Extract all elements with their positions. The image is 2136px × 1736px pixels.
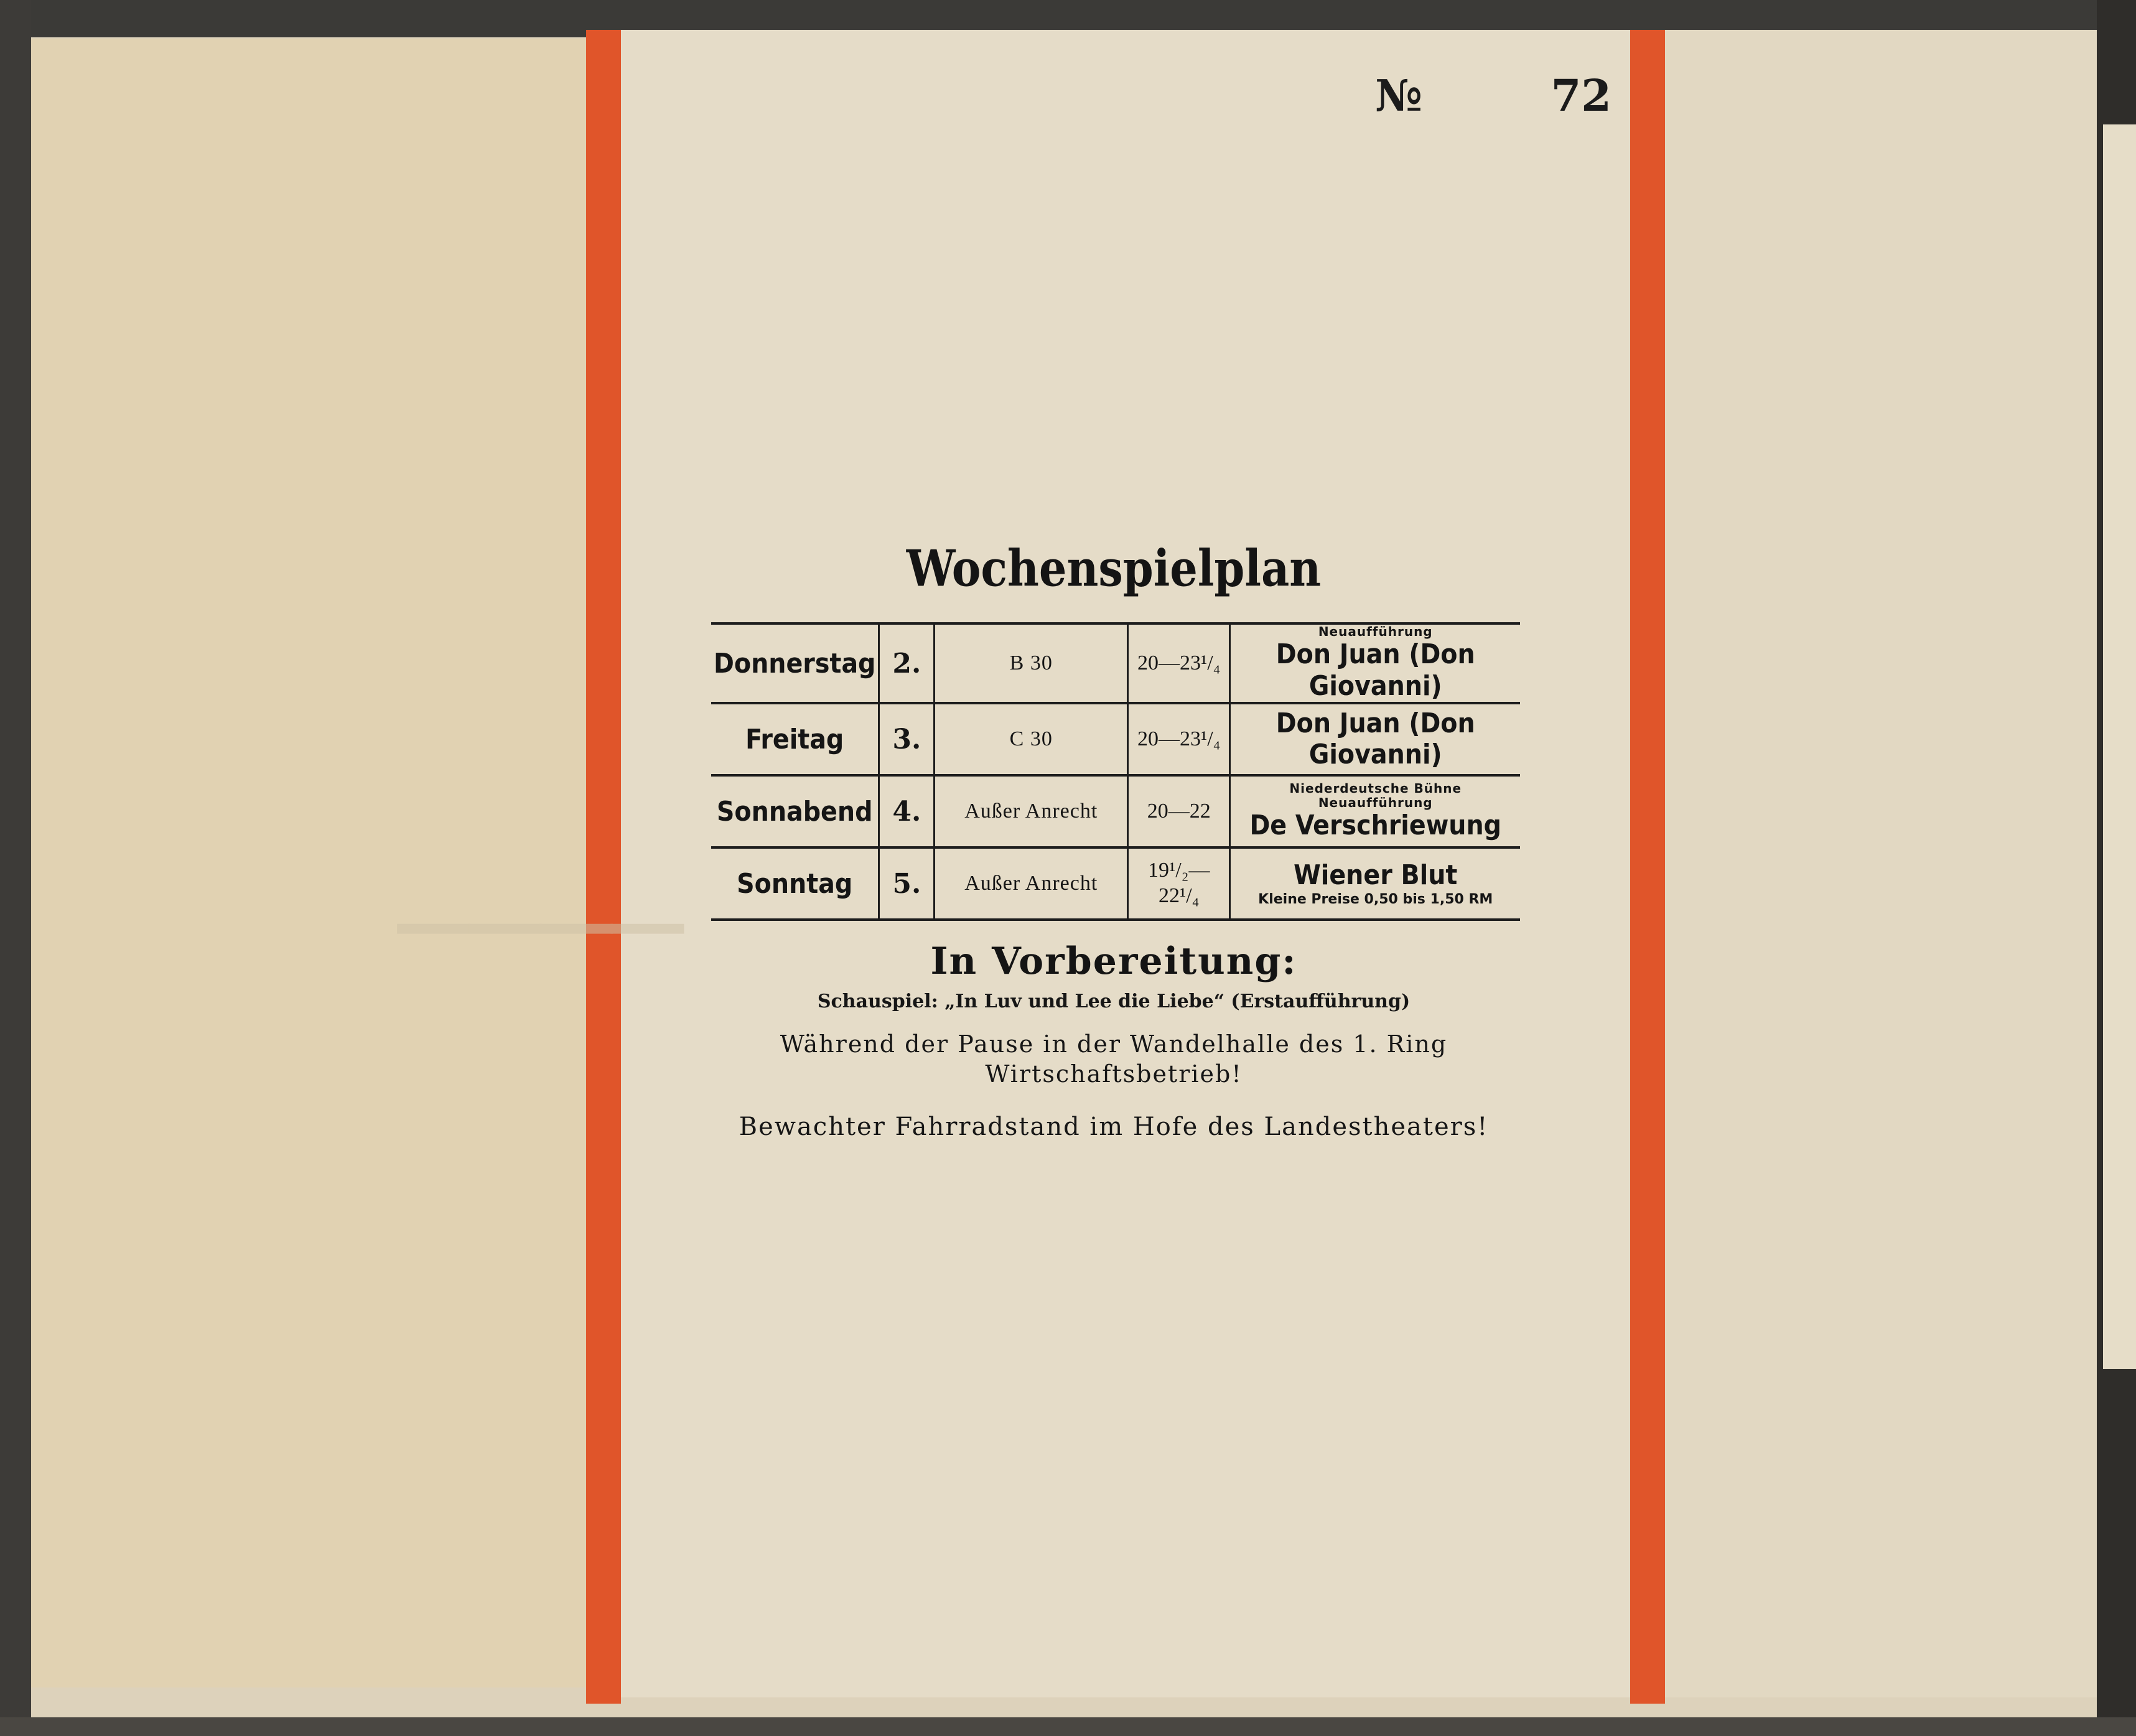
play-cell xyxy=(1230,623,1520,703)
subscription-cell: C 30 xyxy=(935,703,1128,775)
orange-binding-strip-right xyxy=(1630,30,1665,1704)
price-note: Kleine Preise 0,50 bis 1,50 RM xyxy=(1258,891,1493,907)
time-cell: 20—22 xyxy=(1128,775,1230,847)
play-title: Wiener Blut xyxy=(1294,859,1458,892)
page-number xyxy=(1375,67,1611,123)
right-page-margin xyxy=(1664,30,2097,1697)
play-title: Don Juan (Don Giovanni) xyxy=(1276,638,1475,702)
time-cell: 19¹/₂— 22¹/₄ xyxy=(1128,847,1230,920)
play-title: De Verschriewung xyxy=(1249,809,1501,841)
day-cell: Sonnabend xyxy=(711,775,879,847)
intermission-line-2: Wirtschaftsbetrieb! xyxy=(985,1060,1243,1088)
table-row xyxy=(711,703,1520,775)
bicycle-notice: Bewachter Fahrradstand im Hofe des Landestheaters! xyxy=(739,1113,1489,1141)
subscription-cell: Außer Anrecht xyxy=(935,847,1128,920)
scanner-left-edge xyxy=(0,0,31,1736)
date-cell: 4. xyxy=(879,775,935,847)
preparation-heading: In Vorbereitung: xyxy=(930,940,1297,983)
play-cell xyxy=(1230,775,1520,847)
play-title: Don Juan (Don Giovanni) xyxy=(1276,707,1475,771)
next-page-edge xyxy=(2103,124,2136,1369)
subscription-cell: B 30 xyxy=(935,623,1128,703)
table-row xyxy=(711,775,1520,847)
table-row xyxy=(711,847,1520,920)
play-note: Neuaufführung xyxy=(1318,624,1433,639)
day-cell: Sonntag xyxy=(711,847,879,920)
intermission-line-1: Während der Pause in der Wandelhalle des 1. Ring xyxy=(780,1030,1448,1058)
time-cell: 20—23¹/₄ xyxy=(1128,703,1230,775)
subscription-cell: Außer Anrecht xyxy=(935,775,1128,847)
intermission-notice xyxy=(709,1030,1518,1089)
weekly-schedule-table xyxy=(711,622,1520,921)
time-cell: 20—23¹/₄ xyxy=(1128,623,1230,703)
play-cell xyxy=(1230,703,1520,775)
schedule-title: Wochenspielplan xyxy=(906,538,1322,599)
day-cell: Freitag xyxy=(711,703,879,775)
play-cell xyxy=(1230,847,1520,920)
number-sign: № xyxy=(1375,69,1423,121)
play-note: Niederdeutsche Bühne xyxy=(1289,780,1462,796)
page-number-value: 72 xyxy=(1551,69,1611,121)
table-row xyxy=(711,623,1520,703)
scanner-bottom-edge xyxy=(0,1717,2136,1736)
date-cell: 3. xyxy=(879,703,935,775)
play-note-secondary: Neuaufführung xyxy=(1318,795,1433,810)
preparation-play-line: Schauspiel: „In Luv und Lee die Liebe“ (Erstaufführung) xyxy=(817,991,1411,1012)
day-cell: Donnerstag xyxy=(711,623,879,703)
show-through-ghost: ──── xyxy=(398,859,683,997)
date-cell: 5. xyxy=(879,847,935,920)
date-cell: 2. xyxy=(879,623,935,703)
